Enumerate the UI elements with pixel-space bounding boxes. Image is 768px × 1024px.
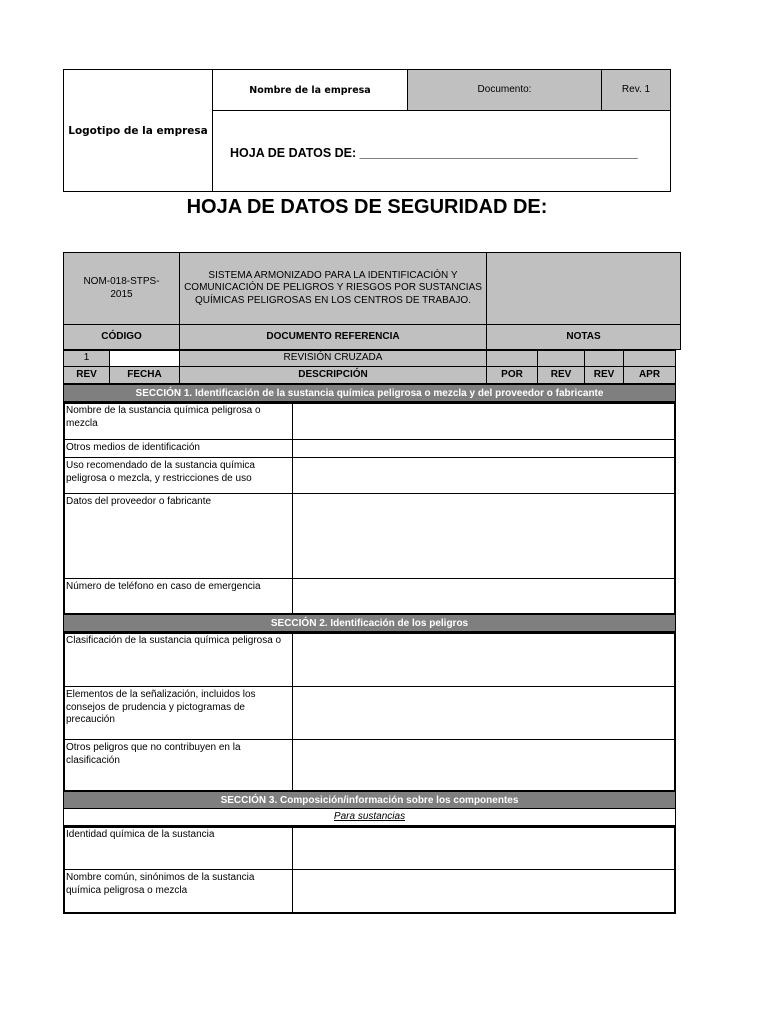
section2-header: [63, 614, 676, 632]
system-description-text: SISTEMA ARMONIZADO PARA LA IDENTIFICACIÓN Y COMUNICACIÓN DE PELIGROS Y RIESGOS POR SUSTANCIAS QUÍMICAS PELIGROSAS EN LOS CENTROS DE TRABAJO.: [184, 269, 482, 306]
revision-description-cell: [179, 350, 487, 367]
reference-header-text: DOCUMENTO REFERENCIA: [266, 330, 400, 342]
logo-placeholder: [63, 69, 213, 192]
section2-row-value[interactable]: [292, 632, 676, 687]
company-name-label: Nombre de la empresa: [249, 84, 371, 96]
datasheet-line: [230, 144, 670, 162]
reference-header: [179, 324, 487, 350]
rev2-header: [537, 366, 585, 384]
section3-row-label: Nombre común, sinónimos de la sustancia química peligrosa o mezcla: [63, 869, 293, 914]
datasheet-label: HOJA DE DATOS DE: ________________________________________: [230, 146, 638, 160]
document-label: Documento:: [477, 83, 532, 95]
por-header: [486, 366, 538, 384]
description-header: [179, 366, 487, 384]
document-cell: [407, 69, 602, 111]
notes-value-cell: [486, 252, 681, 325]
revision-label: Rev. 1: [621, 83, 651, 95]
section3-row-label: Identidad química de la sustancia: [63, 826, 293, 870]
section3-subtitle: Para sustancias: [333, 810, 406, 822]
section2-row-label: Elementos de la señalización, incluidos los consejos de prudencia y pictogramas de precaución: [63, 686, 293, 740]
section3-row-value[interactable]: [292, 826, 676, 870]
date-value-cell: [109, 350, 180, 367]
revision-description: REVISIÓN CRUZADA: [283, 352, 383, 364]
rev-number: 1: [83, 352, 90, 364]
rev3-header-text: REV: [593, 368, 615, 380]
norm-cell: [63, 252, 180, 325]
norm-text: NOM-018-STPS-2015: [83, 276, 160, 300]
rev-header: [63, 366, 110, 384]
revision-cell: [601, 69, 671, 111]
section1-row-label: Nombre de la sustancia química peligrosa o mezcla: [63, 402, 293, 440]
company-name-cell: [212, 69, 408, 111]
section1-row-value[interactable]: [292, 493, 676, 579]
section1-row-label: Número de teléfono en caso de emergencia: [63, 578, 293, 615]
section1-row-value[interactable]: [292, 402, 676, 440]
date-header-text: FECHA: [127, 368, 162, 380]
notes-header: [486, 324, 681, 350]
por-value-cell: [486, 350, 538, 367]
rev-header-text: REV: [76, 368, 97, 380]
apr-value-cell: [623, 350, 676, 367]
section1-row-value[interactable]: [292, 439, 676, 458]
section1-header: [63, 384, 676, 402]
notes-header-text: NOTAS: [566, 330, 601, 342]
section1-row-value[interactable]: [292, 457, 676, 494]
rev3-value-cell: [584, 350, 624, 367]
rev2-value-cell: [537, 350, 585, 367]
apr-header-text: APR: [638, 368, 661, 380]
date-header: [109, 366, 180, 384]
section2-title: SECCIÓN 2. Identificación de los peligros: [270, 617, 469, 629]
section2-row-value[interactable]: [292, 686, 676, 740]
section2-row-label: Clasificación de la sustancia química peligrosa o: [63, 632, 293, 687]
logo-placeholder-text: Logotipo de la empresa: [68, 124, 208, 137]
section3-title: SECCIÓN 3. Composición/información sobre los componentes: [220, 794, 519, 806]
page-title-text: HOJA DE DATOS DE SEGURIDAD DE:: [186, 195, 548, 218]
section3-header: [63, 791, 676, 809]
apr-header: [623, 366, 676, 384]
section3-subtitle-cell: [63, 808, 676, 826]
rev-number-cell: [63, 350, 110, 367]
section2-row-value[interactable]: [292, 739, 676, 792]
rev3-header: [584, 366, 624, 384]
section1-row-label: Uso recomendado de la sustancia química peligrosa o mezcla, y restricciones de uso: [63, 457, 293, 494]
system-description-cell: [179, 252, 487, 325]
section1-row-value[interactable]: [292, 578, 676, 615]
section1-title: SECCIÓN 1. Identificación de la sustancia química peligrosa o mezcla y del proveedor o fabricante: [135, 387, 604, 399]
code-header: [63, 324, 180, 350]
section1-row-label: Otros medios de identificación: [63, 439, 293, 458]
code-header-text: CÓDIGO: [101, 330, 142, 342]
section1-row-label: Datos del proveedor o fabricante: [63, 493, 293, 579]
section2-row-label: Otros peligros que no contribuyen en la clasificación: [63, 739, 293, 792]
page-title: [63, 194, 671, 220]
description-header-text: DESCRIPCIÓN: [298, 368, 368, 380]
section3-row-value[interactable]: [292, 869, 676, 914]
rev2-header-text: REV: [550, 368, 572, 380]
por-header-text: POR: [501, 368, 523, 380]
